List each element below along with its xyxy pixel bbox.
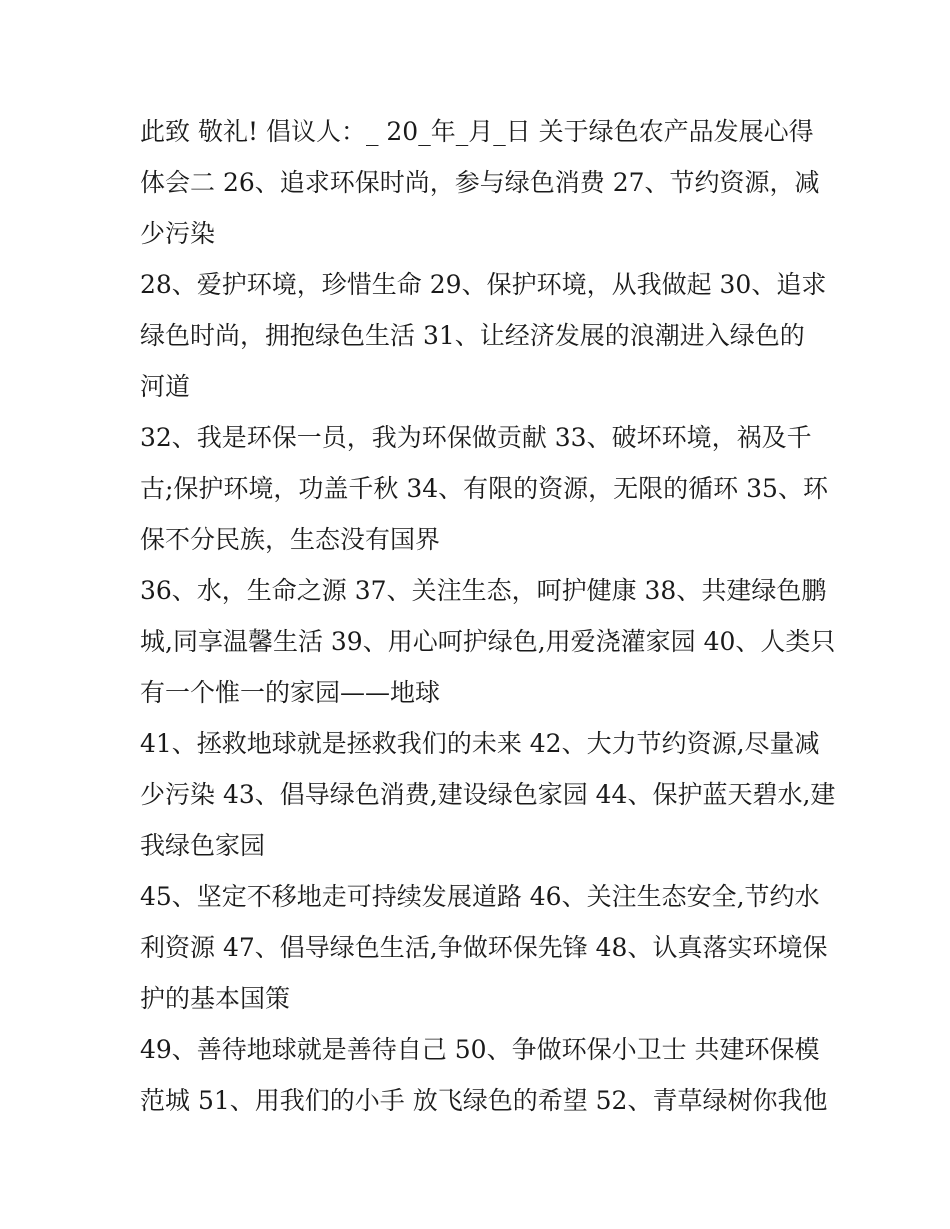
paragraph-6 (140, 871, 828, 1024)
paragraph-3 (140, 412, 828, 565)
text-line: 护的基本国策 (140, 984, 291, 1013)
text-line: 河道 (140, 372, 191, 401)
text-line: 少污染 (140, 219, 216, 248)
text-line: 城,同享温馨生活 39、用心呵护绿色,用爱浇灌家园 40、人类只 (140, 627, 836, 656)
text-line: 49、善待地球就是善待自己 50、争做环保小卫士 共建环保模 (140, 1035, 820, 1064)
text-line: 绿色时尚，拥抱绿色生活 31、让经济发展的浪潮进入绿色的 (140, 321, 805, 350)
paragraph-7 (140, 1024, 828, 1126)
paragraph-5 (140, 718, 836, 871)
text-line: 此致 敬礼! 倡议人：_ 20_年_月_日 关于绿色农产品发展心得 (140, 117, 814, 146)
text-line: 36、水，生命之源 37、关注生态，呵护健康 38、共建绿色鹏 (140, 576, 827, 605)
text-line: 保不分民族，生态没有国界 (140, 525, 441, 554)
paragraph-1 (140, 106, 820, 259)
text-line: 少污染 43、倡导绿色消费,建设绿色家园 44、保护蓝天碧水,建 (140, 780, 836, 809)
text-line: 范城 51、用我们的小手 放飞绿色的希望 52、青草绿树你我他 (140, 1086, 828, 1115)
document-body (140, 106, 836, 1126)
text-line: 利资源 47、倡导绿色生活,争做环保先锋 48、认真落实环境保 (140, 933, 828, 962)
text-line: 我绿色家园 (140, 831, 266, 860)
text-line: 41、拯救地球就是拯救我们的未来 42、大力节约资源,尽量减 (140, 729, 820, 758)
paragraph-2 (140, 259, 827, 412)
text-line: 32、我是环保一员，我为环保做贡献 33、破坏环境，祸及千 (140, 423, 812, 452)
text-line: 体会二 26、追求环保时尚，参与绿色消费 27、节约资源，减 (140, 168, 820, 197)
text-line: 有一个惟一的家园——地球 (140, 678, 441, 707)
paragraph-4 (140, 565, 836, 718)
text-line: 28、爱护环境，珍惜生命 29、保护环境，从我做起 30、追求 (140, 270, 827, 299)
text-line: 45、坚定不移地走可持续发展道路 46、关注生态安全,节约水 (140, 882, 820, 911)
text-line: 古;保护环境，功盖千秋 34、有限的资源，无限的循环 35、环 (140, 474, 828, 503)
